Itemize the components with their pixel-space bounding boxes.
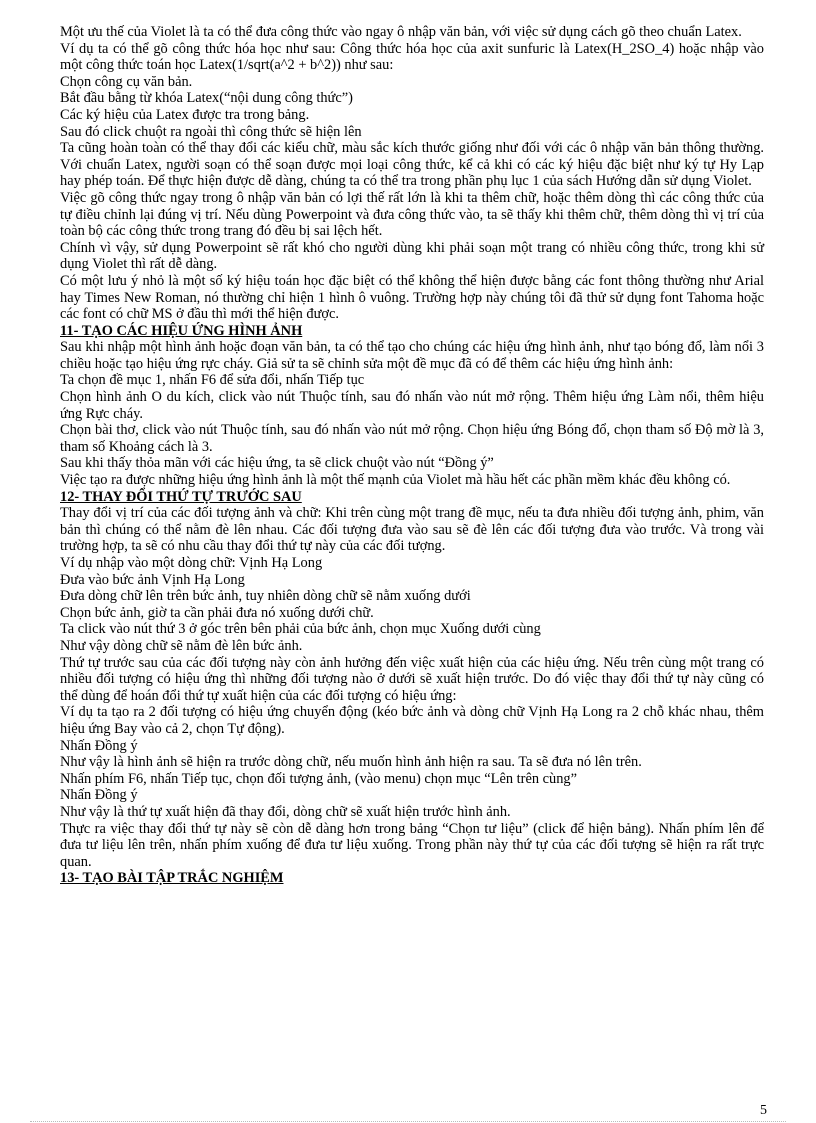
- document-page: [60, 24, 764, 887]
- paragraph: Ví dụ ta tạo ra 2 đối tượng có hiệu ứng chuyển động (kéo bức ảnh và dòng chữ Vịnh Hạ Long ra 2 chỗ khác nhau, thêm hiệu ứng Bay vào cả 2, chọn Tự động).: [60, 704, 764, 737]
- paragraph: Việc tạo ra được những hiệu ứng hình ảnh là một thế mạnh của Violet mà hầu hết các phần mềm khác đều không có.: [60, 472, 731, 489]
- paragraph: Chính vì vậy, sử dụng Powerpoint sẽ rất khó cho người dùng khi phải soạn một trang có nhiều công thức, trong khi sử dụng Violet thì rất dễ dàng.: [60, 239, 764, 273]
- paragraph: Đưa dòng chữ lên trên bức ảnh, tuy nhiên dòng chữ sẽ nằm xuống dưới: [60, 588, 471, 605]
- paragraph: Ta click vào nút thứ 3 ở góc trên bên phải của bức ảnh, chọn mục Xuống dưới cùng: [60, 621, 541, 638]
- paragraph: Thực ra việc thay đổi thứ tự này sẽ còn dễ dàng hơn trong bảng “Chọn tư liệu” (click để hiện bảng). Nhấn phím lên để đưa tư liệu lên trên, nhấn phím xuống để đưa tư liệu xuống. Trong phần này thứ tự của các đối tượng sẽ hiện ra rất trực quan.: [60, 820, 764, 870]
- paragraph: Một ưu thế của Violet là ta có thể đưa công thức vào ngay ô nhập văn bản, với việc sử dụng cách gõ theo chuẩn Latex.: [60, 24, 742, 40]
- paragraph: Bắt đầu bằng từ khóa Latex(“nội dung công thức”): [60, 90, 353, 107]
- intro-section: [60, 24, 764, 323]
- paragraph: Ví dụ nhập vào một dòng chữ: Vịnh Hạ Long: [60, 555, 323, 571]
- paragraph: Chọn bức ảnh, giờ ta cần phải đưa nó xuống dưới chữ.: [60, 604, 374, 621]
- paragraph: Việc gõ công thức ngay trong ô nhập văn bản có lợi thế rất lớn là khi ta thêm chữ, hoặc thêm dòng thì các công thức của tự điều chỉnh lại đúng vị trí. Nếu dùng Powerpoint và đưa công thức vào, ta sẽ thấy khi thêm chữ, thêm dòng thì vị trí của toàn bộ các công thức trong trang đó đều bị sai lệch hết.: [60, 189, 764, 240]
- paragraph: Nhấn phím F6, nhấn Tiếp tục, chọn đối tượng ảnh, (vào menu) chọn mục “Lên trên cùng”: [60, 770, 577, 787]
- section-heading: 13- TẠO BÀI TẬP TRẮC NGHIỆM: [60, 870, 284, 887]
- paragraph: Sau đó click chuột ra ngoài thì công thức sẽ hiện lên: [60, 123, 362, 140]
- section-12: [60, 489, 764, 871]
- paragraph: Như vậy là hình ảnh sẽ hiện ra trước dòng chữ, nếu muốn hình ảnh hiện ra sau. Ta sẽ đưa nó lên trên.: [60, 754, 642, 771]
- footer-divider: [30, 1121, 786, 1122]
- section-heading: 12- THAY ĐỔI THỨ TỰ TRƯỚC SAU: [60, 488, 302, 505]
- section-13: [60, 870, 764, 887]
- paragraph: Thay đổi vị trí của các đối tượng ảnh và chữ: Khi trên cùng một trang đề mục, nếu ta đưa nhiều đối tượng ảnh, phim, văn bản thì chúng có thể nằm đè lên nhau. Các đối tượng đưa vào sau sẽ đè lên các đối tượng đưa vào trước. Và trong vài trường hợp, ta sẽ có nhu cầu thay đổi thứ tự này của các đối tượng.: [60, 505, 764, 555]
- paragraph: Nhấn Đồng ý: [60, 787, 138, 804]
- paragraph: Thứ tự trước sau của các đối tượng này còn ảnh hưởng đến việc xuất hiện của các hiệu ứng. Nếu trên cùng một trang có nhiều đối tượng có hiệu ứng thì những đối tượng nào ở dưới sẽ xuất hiện trước. Do đó việc thay đổi thứ tự này cũng có thể dùng để hoán đổi thứ tự xuất hiện của các đối tượng có hiệu ứng:: [60, 654, 764, 704]
- paragraph: Có một lưu ý nhỏ là một số ký hiệu toán học đặc biệt có thể không thể hiện được bằng các font thông thường như Arial hay Times New Roman, nó thường chỉ hiện 1 hình ô vuông. Trường hợp này chúng tôi đã thử sử dụng font Tahoma hoặc các font có chữ MS ở đầu thì mới thể hiện được.: [60, 272, 764, 323]
- page-number: 5: [760, 1103, 767, 1118]
- paragraph: Chọn bài thơ, click vào nút Thuộc tính, sau đó nhấn vào nút mở rộng. Chọn hiệu ứng Bóng đổ, chọn tham số Độ mờ là 3, tham số Khoảng cách là 3.: [60, 422, 764, 455]
- paragraph: Như vậy dòng chữ sẽ nằm đè lên bức ảnh.: [60, 637, 303, 654]
- paragraph: Các ký hiệu của Latex được tra trong bảng.: [60, 106, 310, 123]
- paragraph: Ta chọn đề mục 1, nhấn F6 để sửa đổi, nhấn Tiếp tục: [60, 372, 365, 389]
- paragraph: Đưa vào bức ảnh Vịnh Hạ Long: [60, 571, 245, 588]
- paragraph: Sau khi thấy thỏa mãn với các hiệu ứng, ta sẽ click chuột vào nút “Đồng ý”: [60, 455, 494, 472]
- paragraph: Chọn công cụ văn bản.: [60, 73, 193, 90]
- paragraph: Ví dụ ta có thể gõ công thức hóa học như sau: Công thức hóa học của axit sunfuric là Latex(H_2SO_4) hoặc nhập vào một công thức toán học Latex(1/sqrt(a^2 + b^2)) như sau:: [60, 40, 764, 74]
- section-heading: 11- TẠO CÁC HIỆU ỨNG HÌNH ẢNH: [60, 322, 303, 339]
- paragraph: Như vậy là thứ tự xuất hiện đã thay đổi, dòng chữ sẽ xuất hiện trước hình ảnh.: [60, 803, 511, 820]
- paragraph: Sau khi nhập một hình ảnh hoặc đoạn văn bản, ta có thể tạo cho chúng các hiệu ứng hình ảnh, như tạo bóng đổ, làm nổi 3 chiều hoặc tạo hiệu ứng rực cháy. Giả sử ta sẽ chỉnh sửa một đề mục đã có để thêm các hiệu ứng hình ảnh:: [60, 339, 764, 372]
- paragraph: Nhấn Đồng ý: [60, 737, 138, 754]
- paragraph: Ta cũng hoàn toàn có thể thay đổi các kiểu chữ, màu sắc kích thước giống như đối với các ô nhập văn bản thông thường. Với chuẩn Latex, người soạn có thể soạn được mọi loại công thức, kể cả khi có các ký hiệu đặc biệt như ký tự Hy Lạp hay phép toán. Để thực hiện được dễ dàng, chúng ta có thể tra trong phần phụ lục 1 của sách Hướng dẫn sử dụng Violet.: [60, 140, 764, 190]
- section-11: [60, 323, 764, 489]
- paragraph: Chọn hình ảnh O du kích, click vào nút Thuộc tính, sau đó nhấn vào nút mở rộng. Thêm hiệu ứng Làm nổi, thêm hiệu ứng Rực cháy.: [60, 389, 764, 422]
